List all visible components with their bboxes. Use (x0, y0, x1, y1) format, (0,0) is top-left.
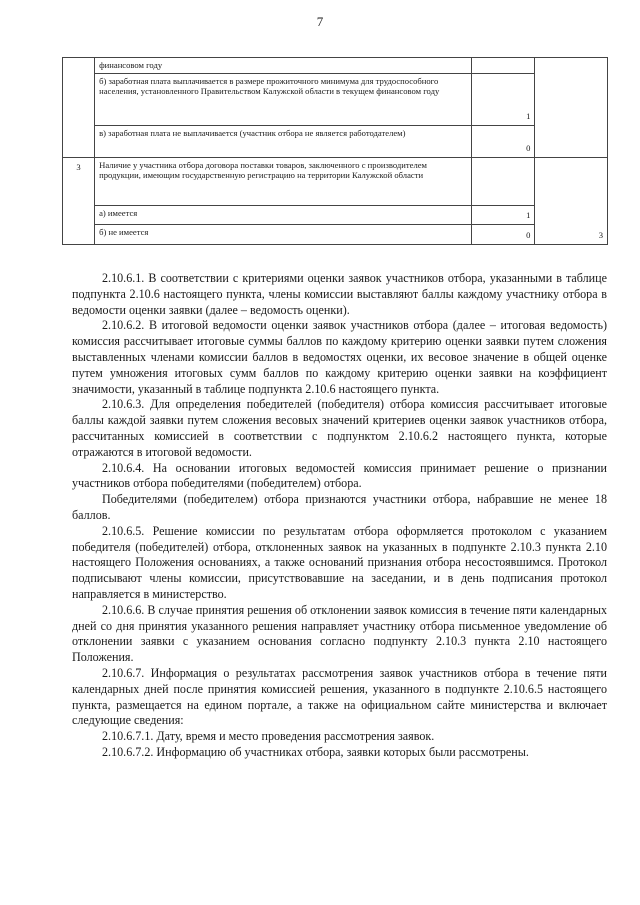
criterion-text-cell: б) заработная плата выплачивается в размере прожиточного минимума для трудоспособного населения, установленного Правительством Калужской области в текущем финансовом году (95, 73, 472, 125)
weight-cell: 3 (535, 157, 608, 244)
score-cell: 1 (472, 205, 535, 224)
paragraph: 2.10.6.2. В итоговой ведомости оценки заявок участников отбора (далее – итоговая ведомость) комиссия рассчитывает итоговые суммы баллов по каждому критерию оценки заявки путем сложения выставленных членами комиссии баллов в ведомостях оценки, их весовое значение в общей оценке путем умножения итоговых сумм баллов по каждому критерию оценки заявки на коэффициент значимости, указанный в таблице подпункта 2.10.6 настоящего пункта. (72, 318, 607, 396)
paragraph: Победителями (победителем) отбора признаются участники отбора, набравшие не менее 18 баллов. (72, 492, 607, 522)
criterion-text-cell: Наличие у участника отбора договора поставки товаров, заключенного с производителем продукции, имеющим государственную регистрацию на территории Калужской области (95, 157, 472, 205)
criterion-text-cell: б) не имеется (95, 224, 472, 244)
table-row (63, 125, 608, 157)
row-number-cell: 3 (63, 157, 95, 244)
paragraph: 2.10.6.5. Решение комиссии по результатам отбора оформляется протоколом с указанием победителя (победителей) отбора, отклоненных заявок на указанных в подпункте 2.10.3 пункта 2.10 настоящего Положения основаниях, а также оснований признания отбора несостоявшимся. Протокол подписывают члены комиссии, присутствовавшие на заседании, и в день подписания протокол направляется в министерство. (72, 523, 607, 601)
paragraph: 2.10.6.4. На основании итоговых ведомостей комиссия принимает решение о признании участников отбора победителями (победителем) отбора. (72, 460, 607, 491)
score-cell (472, 157, 535, 205)
paragraph: 2.10.6.7.2. Информацию об участниках отбора, заявки которых были рассмотрены. (102, 744, 529, 759)
body-text (72, 271, 607, 761)
table-row (63, 58, 608, 74)
paragraph: 2.10.6.3. Для определения победителей (победителя) отбора комиссия рассчитывает итоговые баллы каждой заявки путем сложения весовых значений критериев оценки заявок участников отбора, рассчитанных комиссией в соответствии с подпунктом 2.10.6.2 настоящего пункта, которые отражаются в итоговой ведомости. (72, 397, 607, 459)
score-cell: 0 (472, 125, 535, 157)
table-row (63, 73, 608, 125)
paragraph: 2.10.6.6. В случае принятия решения об отклонении заявок комиссия в течение пяти календарных дней со дня принятия указанного решения направляет участнику отбора письменное уведомление об отклонении заявки с указанием основания согласно подпункту 2.10.3 пункта 2.10 настоящего Положения. (72, 602, 607, 665)
paragraph: 2.10.6.1. В соответствии с критериями оценки заявок участников отбора, указанными в таблице подпункта 2.10.6 настоящего пункта, члены комиссии выставляют баллы каждому участнику отбора в ведомости оценки заявки (далее – ведомость оценки). (72, 271, 607, 317)
score-cell: 0 (472, 224, 535, 244)
score-cell (472, 58, 535, 74)
criterion-text-cell: а) имеется (95, 205, 472, 224)
criteria-table (62, 57, 608, 245)
criterion-text-cell: финансовом году (95, 58, 472, 74)
paragraph: 2.10.6.7. Информация о результатах рассмотрения заявок участников отбора в течение пяти календарных дней после принятия комиссией решения, указанного в подпункте 2.10.6.5 настоящего пункта, размещается на едином портале, а также на официальном сайте министерства и включает следующие сведения: (72, 665, 607, 728)
paragraph: 2.10.6.7.1. Дату, время и место проведения рассмотрения заявок. (102, 729, 435, 744)
table-row (63, 157, 608, 205)
weight-cell (535, 58, 608, 158)
page-number: 7 (316, 14, 324, 29)
criterion-text-cell: в) заработная плата не выплачивается (участник отбора не является работодателем) (95, 125, 472, 157)
table-row (63, 224, 608, 244)
score-cell: 1 (472, 73, 535, 125)
table-row (63, 205, 608, 224)
row-number-cell (63, 58, 95, 158)
